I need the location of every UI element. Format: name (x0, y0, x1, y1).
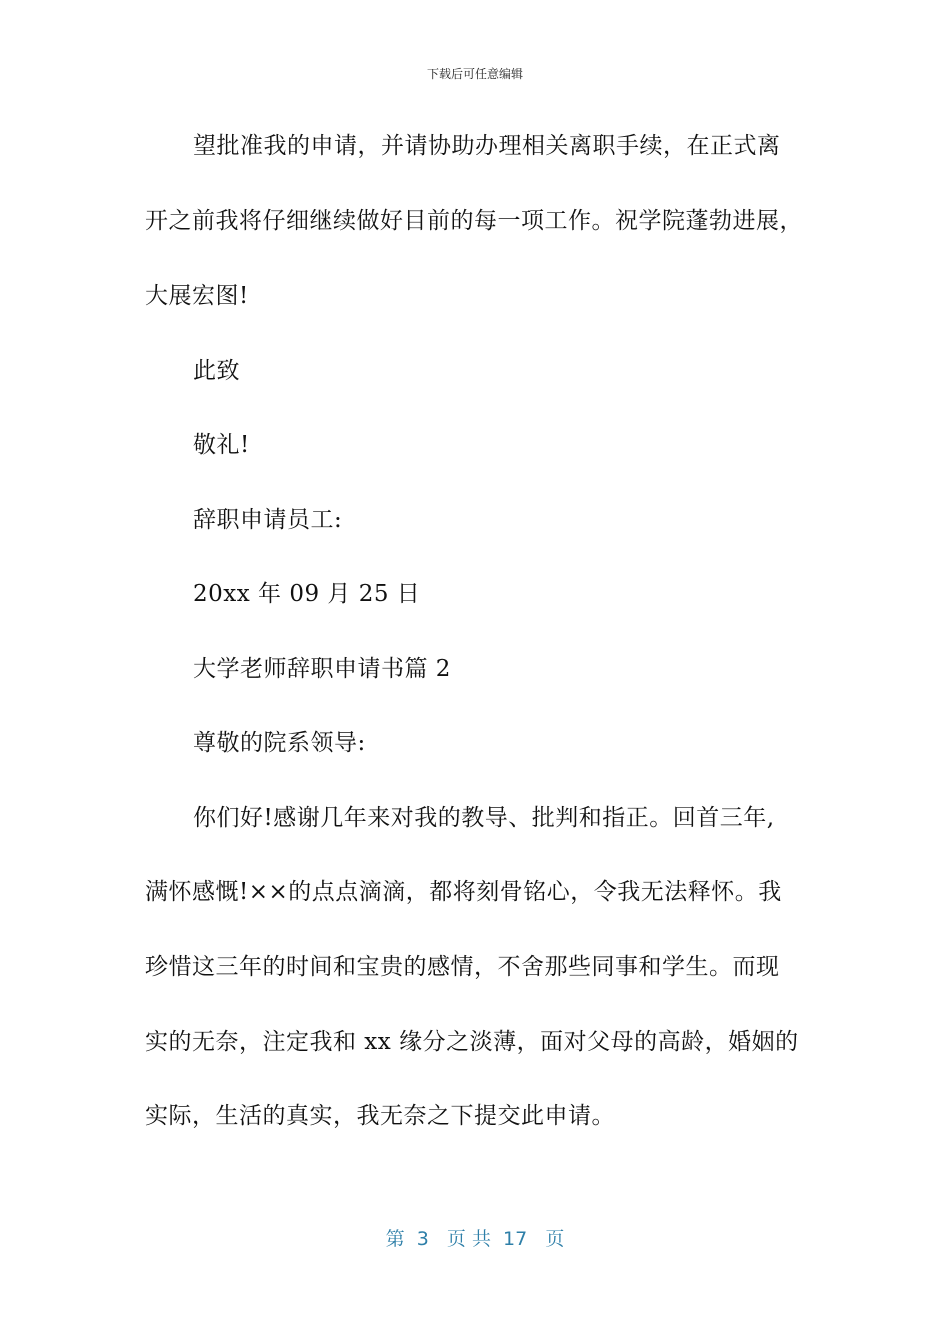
paragraph-line: 开之前我将仔细继续做好目前的每一项工作。祝学院蓬勃进展， (145, 208, 803, 234)
letter-date: 20xx 年 09 月 25 日 (193, 581, 421, 607)
signature-label: 辞职申请员工: (193, 507, 343, 533)
paragraph-line: 实际，生活的真实，我无奈之下提交此申请。 (145, 1103, 615, 1129)
paragraph-line: 大展宏图! (145, 283, 249, 309)
paragraph-line: 望批准我的申请，并请协助办理相关离职手续，在正式离 (193, 133, 781, 159)
closing-salute: 敬礼! (193, 432, 250, 458)
closing-line: 此致 (193, 358, 240, 384)
paragraph-line: 珍惜这三年的时间和宝贵的感情，不舍那些同事和学生。而现 (145, 954, 780, 980)
paragraph-line: 实的无奈，注定我和 xx 缘分之淡薄，面对父母的高龄，婚姻的 (145, 1029, 799, 1055)
page-number-footer: 第 3 页 共 17 页 (385, 1228, 565, 1250)
paragraph-line: 满怀感慨!××的点点滴滴，都将刻骨铭心，令我无法释怀。我 (145, 879, 782, 905)
section-title: 大学老师辞职申请书篇 2 (193, 656, 451, 682)
header-note: 下载后可任意编辑 (426, 67, 523, 81)
paragraph-line: 你们好!感谢几年来对我的教导、批判和指正。回首三年, (193, 805, 775, 831)
salutation: 尊敬的院系领导: (193, 730, 366, 756)
